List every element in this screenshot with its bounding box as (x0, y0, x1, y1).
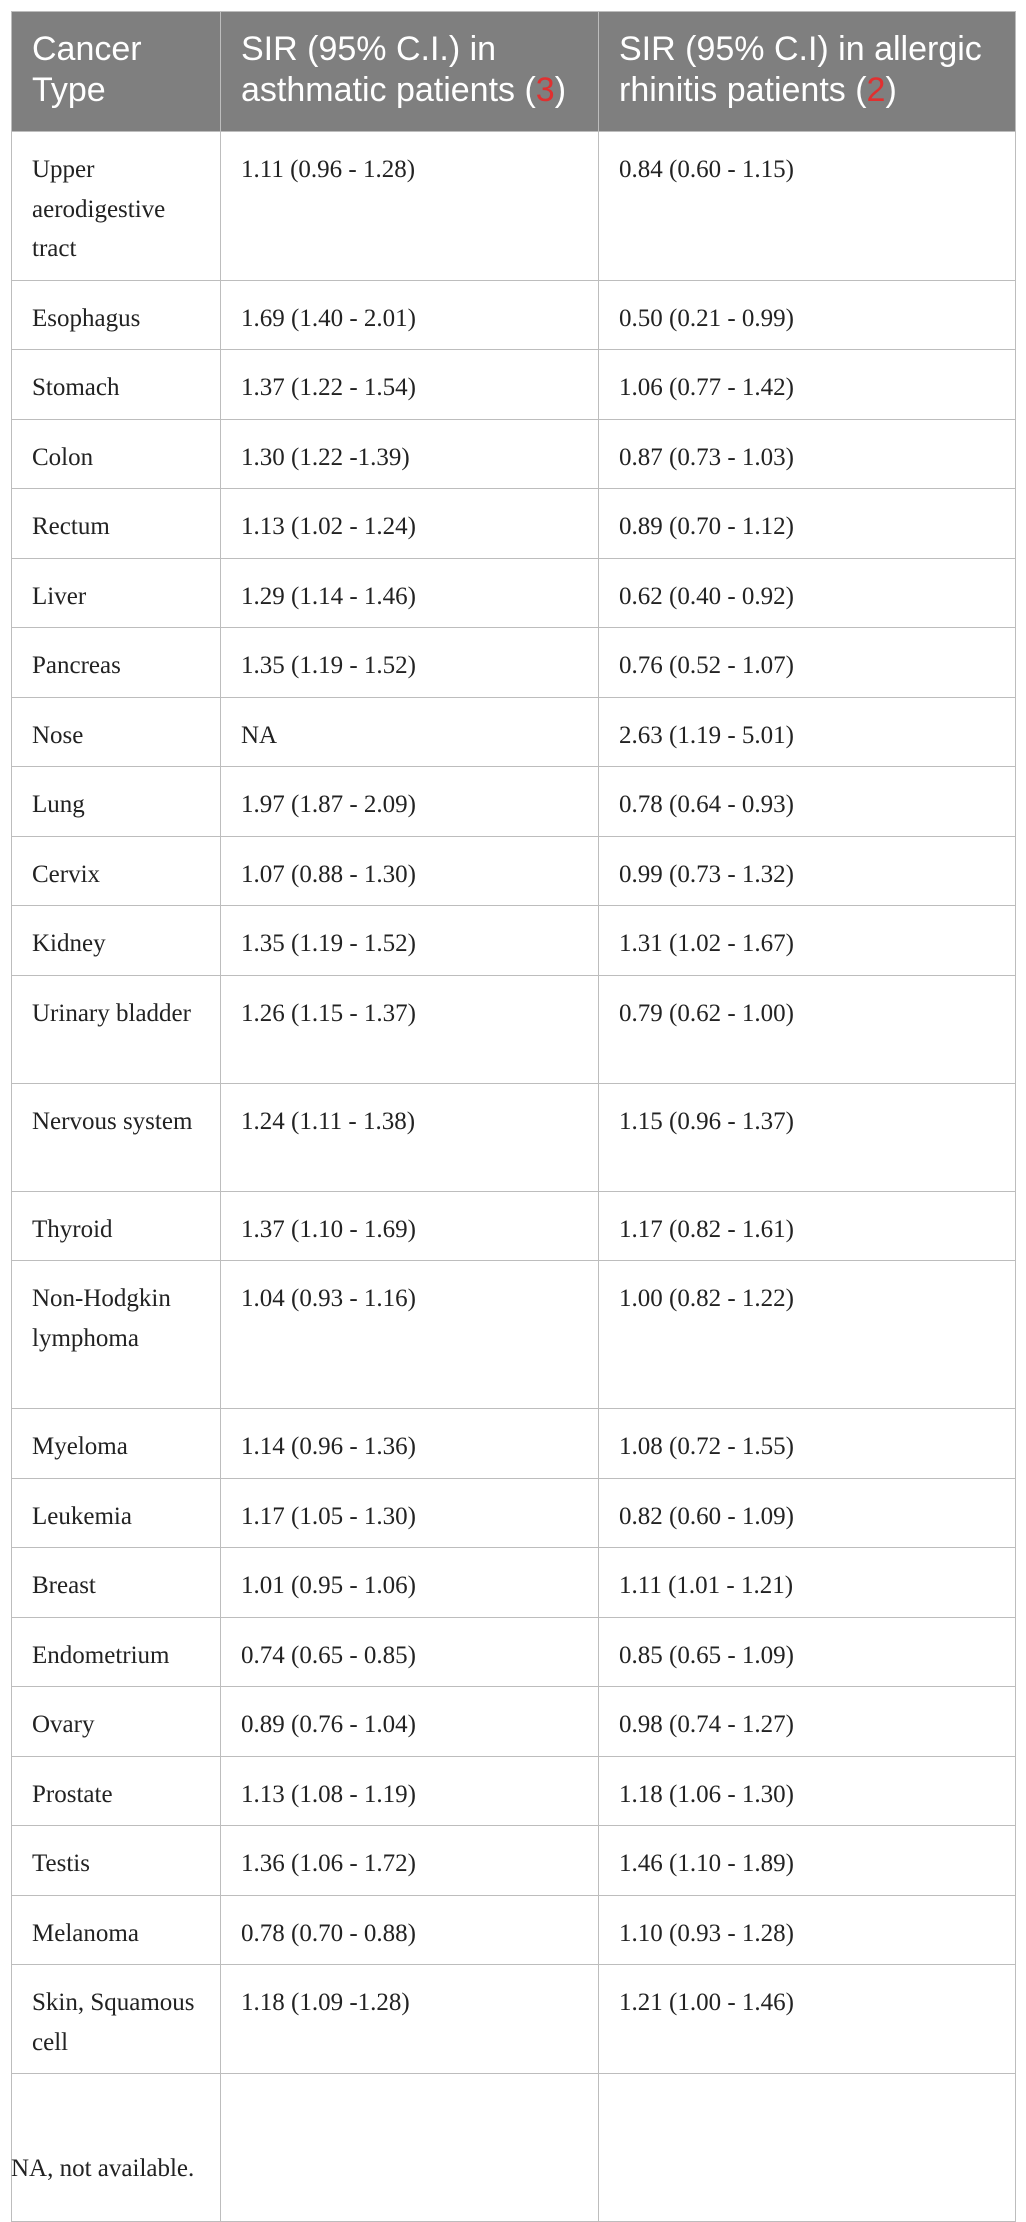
cancer-sir-table (11, 11, 1016, 2222)
table-footnote: NA, not available. (11, 2155, 195, 2182)
cell-cancer-type: Myeloma (12, 1409, 221, 1479)
cell-sir-asthma: 0.74 (0.65 - 0.85) (221, 1617, 599, 1687)
cell-sir-rhinitis: 1.08 (0.72 - 1.55) (599, 1409, 1016, 1479)
cell-cancer-type: Lung (12, 767, 221, 837)
cell-sir-asthma: 1.13 (1.08 - 1.19) (221, 1756, 599, 1826)
cell-sir-asthma: 1.36 (1.06 - 1.72) (221, 1826, 599, 1896)
cell-sir-asthma: 1.17 (1.05 - 1.30) (221, 1478, 599, 1548)
cell-sir-asthma: 1.07 (0.88 - 1.30) (221, 836, 599, 906)
cell-sir-rhinitis: 1.31 (1.02 - 1.67) (599, 906, 1016, 976)
cell-sir-asthma: 1.35 (1.19 - 1.52) (221, 906, 599, 976)
cell-sir-rhinitis: 1.18 (1.06 - 1.30) (599, 1756, 1016, 1826)
cell-sir-rhinitis: 0.84 (0.60 - 1.15) (599, 132, 1016, 281)
cell-cancer-type: Nose (12, 697, 221, 767)
cell-cancer-type: Endometrium (12, 1617, 221, 1687)
cell-sir-rhinitis: 0.76 (0.52 - 1.07) (599, 628, 1016, 698)
cell-sir-asthma (221, 2074, 599, 2222)
cell-cancer-type: Colon (12, 419, 221, 489)
cell-sir-asthma: 0.89 (0.76 - 1.04) (221, 1687, 599, 1757)
cell-sir-rhinitis: 0.85 (0.65 - 1.09) (599, 1617, 1016, 1687)
cell-sir-asthma: 1.11 (0.96 - 1.28) (221, 132, 599, 281)
cell-sir-rhinitis: 0.50 (0.21 - 0.99) (599, 280, 1016, 350)
cell-sir-asthma: 1.30 (1.22 -1.39) (221, 419, 599, 489)
table-row (12, 489, 1016, 559)
table-row (12, 1478, 1016, 1548)
cell-sir-asthma: 1.04 (0.93 - 1.16) (221, 1261, 599, 1409)
cell-sir-asthma: 1.97 (1.87 - 2.09) (221, 767, 599, 837)
table-row (12, 628, 1016, 698)
cell-sir-asthma: 1.18 (1.09 -1.28) (221, 1965, 599, 2074)
cell-sir-asthma: 0.78 (0.70 - 0.88) (221, 1895, 599, 1965)
table-row (12, 1756, 1016, 1826)
table-row (12, 2074, 1016, 2222)
cell-cancer-type: Rectum (12, 489, 221, 559)
cancer-sir-table-container (11, 11, 1015, 2222)
table-row (12, 975, 1016, 1083)
table-row (12, 350, 1016, 420)
cell-cancer-type: Testis (12, 1826, 221, 1896)
table-row (12, 132, 1016, 281)
cell-sir-rhinitis: 0.87 (0.73 - 1.03) (599, 419, 1016, 489)
cell-sir-rhinitis: 2.63 (1.19 - 5.01) (599, 697, 1016, 767)
cell-cancer-type: Liver (12, 558, 221, 628)
cell-cancer-type: Upper aerodigestive tract (12, 132, 221, 281)
table-row (12, 1409, 1016, 1479)
reference-link-2[interactable]: 2 (866, 71, 886, 109)
cell-cancer-type: Stomach (12, 350, 221, 420)
header-sir-rhinitis: SIR (95% C.I) in allergic rhinitis patients (2) (599, 12, 1016, 132)
table-row (12, 1191, 1016, 1261)
cell-sir-rhinitis: 1.17 (0.82 - 1.61) (599, 1191, 1016, 1261)
table-row (12, 1826, 1016, 1896)
table-row (12, 1548, 1016, 1618)
cell-sir-rhinitis: 1.15 (0.96 - 1.37) (599, 1083, 1016, 1191)
table-row (12, 558, 1016, 628)
cell-sir-asthma: NA (221, 697, 599, 767)
cell-sir-rhinitis: 1.46 (1.10 - 1.89) (599, 1826, 1016, 1896)
cell-sir-asthma: 1.01 (0.95 - 1.06) (221, 1548, 599, 1618)
cell-sir-rhinitis: 0.82 (0.60 - 1.09) (599, 1478, 1016, 1548)
cell-sir-asthma: 1.35 (1.19 - 1.52) (221, 628, 599, 698)
cell-cancer-type: Non-Hodgkin lymphoma (12, 1261, 221, 1409)
table-row (12, 419, 1016, 489)
cell-sir-asthma: 1.26 (1.15 - 1.37) (221, 975, 599, 1083)
table-header-row (12, 12, 1016, 132)
cell-sir-rhinitis: 1.06 (0.77 - 1.42) (599, 350, 1016, 420)
cell-cancer-type: Ovary (12, 1687, 221, 1757)
cell-sir-rhinitis (599, 2074, 1016, 2222)
cell-sir-rhinitis: 1.10 (0.93 - 1.28) (599, 1895, 1016, 1965)
cell-sir-rhinitis: 0.62 (0.40 - 0.92) (599, 558, 1016, 628)
cell-cancer-type: Pancreas (12, 628, 221, 698)
cell-sir-asthma: 1.29 (1.14 - 1.46) (221, 558, 599, 628)
cell-cancer-type: Skin, Squamous cell (12, 1965, 221, 2074)
cell-sir-asthma: 1.37 (1.10 - 1.69) (221, 1191, 599, 1261)
cell-cancer-type (12, 2074, 221, 2222)
table-row (12, 1083, 1016, 1191)
cell-sir-rhinitis: 0.98 (0.74 - 1.27) (599, 1687, 1016, 1757)
cell-cancer-type: Breast (12, 1548, 221, 1618)
header-cancer-type: Cancer Type (12, 12, 221, 132)
table-row (12, 1965, 1016, 2074)
cell-sir-asthma: 1.37 (1.22 - 1.54) (221, 350, 599, 420)
table-row (12, 697, 1016, 767)
table-row (12, 1617, 1016, 1687)
cell-cancer-type: Kidney (12, 906, 221, 976)
cell-cancer-type: Leukemia (12, 1478, 221, 1548)
reference-link-3[interactable]: 3 (535, 71, 555, 109)
cell-sir-asthma: 1.13 (1.02 - 1.24) (221, 489, 599, 559)
table-row (12, 1687, 1016, 1757)
cell-cancer-type: Thyroid (12, 1191, 221, 1261)
cell-cancer-type: Cervix (12, 836, 221, 906)
header-sir-asthma: SIR (95% C.I.) in asthmatic patients (3) (221, 12, 599, 132)
cell-cancer-type: Melanoma (12, 1895, 221, 1965)
cell-cancer-type: Prostate (12, 1756, 221, 1826)
cell-cancer-type: Esophagus (12, 280, 221, 350)
cell-sir-rhinitis: 0.78 (0.64 - 0.93) (599, 767, 1016, 837)
cell-cancer-type: Urinary bladder (12, 975, 221, 1083)
cell-sir-rhinitis: 1.11 (1.01 - 1.21) (599, 1548, 1016, 1618)
table-row (12, 1261, 1016, 1409)
cell-sir-rhinitis: 1.00 (0.82 - 1.22) (599, 1261, 1016, 1409)
cell-cancer-type: Nervous system (12, 1083, 221, 1191)
table-row (12, 906, 1016, 976)
table-row (12, 1895, 1016, 1965)
cell-sir-rhinitis: 0.89 (0.70 - 1.12) (599, 489, 1016, 559)
cell-sir-asthma: 1.14 (0.96 - 1.36) (221, 1409, 599, 1479)
table-row (12, 836, 1016, 906)
cell-sir-rhinitis: 0.99 (0.73 - 1.32) (599, 836, 1016, 906)
cell-sir-asthma: 1.24 (1.11 - 1.38) (221, 1083, 599, 1191)
cell-sir-asthma: 1.69 (1.40 - 2.01) (221, 280, 599, 350)
cell-sir-rhinitis: 1.21 (1.00 - 1.46) (599, 1965, 1016, 2074)
table-row (12, 767, 1016, 837)
table-row (12, 280, 1016, 350)
cell-sir-rhinitis: 0.79 (0.62 - 1.00) (599, 975, 1016, 1083)
